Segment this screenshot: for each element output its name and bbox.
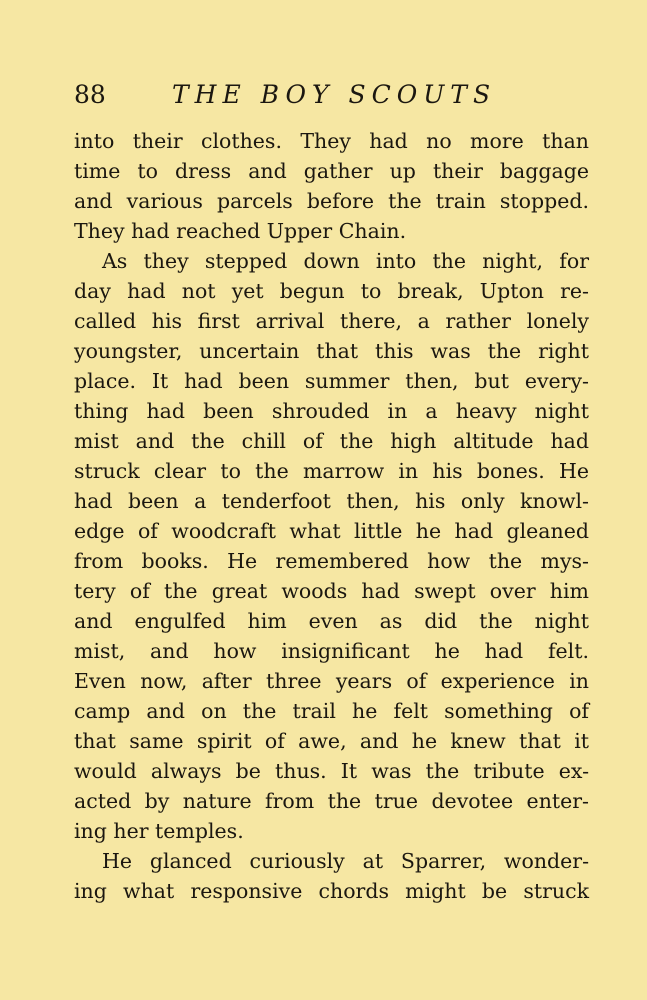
paragraph <box>74 126 589 246</box>
text-line: As they stepped down into the night, for <box>102 249 589 273</box>
text-line: mist and the chill of the high altitude had <box>74 429 589 453</box>
text-line: acted by nature from the true devotee enter- <box>74 789 589 813</box>
text-line: He glanced curiously at Sparrer, wonder- <box>102 849 589 873</box>
text-line: thing had been shrouded in a heavy night <box>74 399 589 423</box>
text-line: mist, and how insignificant he had felt. <box>74 639 589 663</box>
text-line: from books. He remembered how the mys- <box>74 549 589 573</box>
text-line: ing her temples. <box>74 819 244 843</box>
page-header <box>74 78 589 112</box>
paragraph <box>74 246 589 846</box>
text-line: would always be thus. It was the tribute ex- <box>74 759 589 783</box>
text-line: camp and on the trail he felt something of <box>74 699 589 723</box>
text-line: time to dress and gather up their baggage <box>74 159 589 183</box>
page-number: 88 <box>74 80 106 109</box>
text-line: and various parcels before the train stopped. <box>74 189 589 213</box>
text-line: Even now, after three years of experience in <box>74 669 589 693</box>
paragraph <box>74 846 589 906</box>
body-text <box>74 126 589 906</box>
text-line: that same spirit of awe, and he knew that it <box>74 729 589 753</box>
text-line: place. It had been summer then, but every- <box>74 369 589 393</box>
running-title: THE BOY SCOUTS <box>172 80 497 109</box>
text-line: They had reached Upper Chain. <box>74 219 407 243</box>
text-line: called his first arrival there, a rather lonely <box>74 309 589 333</box>
text-line: into their clothes. They had no more than <box>74 129 589 153</box>
text-line: youngster, uncertain that this was the right <box>74 339 589 363</box>
text-line: tery of the great woods had swept over him <box>74 579 589 603</box>
text-line: had been a tenderfoot then, his only knowl- <box>74 489 589 513</box>
text-line: ing what responsive chords might be struck <box>74 879 589 903</box>
text-line: and engulfed him even as did the night <box>74 609 589 633</box>
text-line: edge of woodcraft what little he had gleaned <box>74 519 589 543</box>
text-line: struck clear to the marrow in his bones. He <box>74 459 589 483</box>
text-line: day had not yet begun to break, Upton re- <box>74 279 589 303</box>
